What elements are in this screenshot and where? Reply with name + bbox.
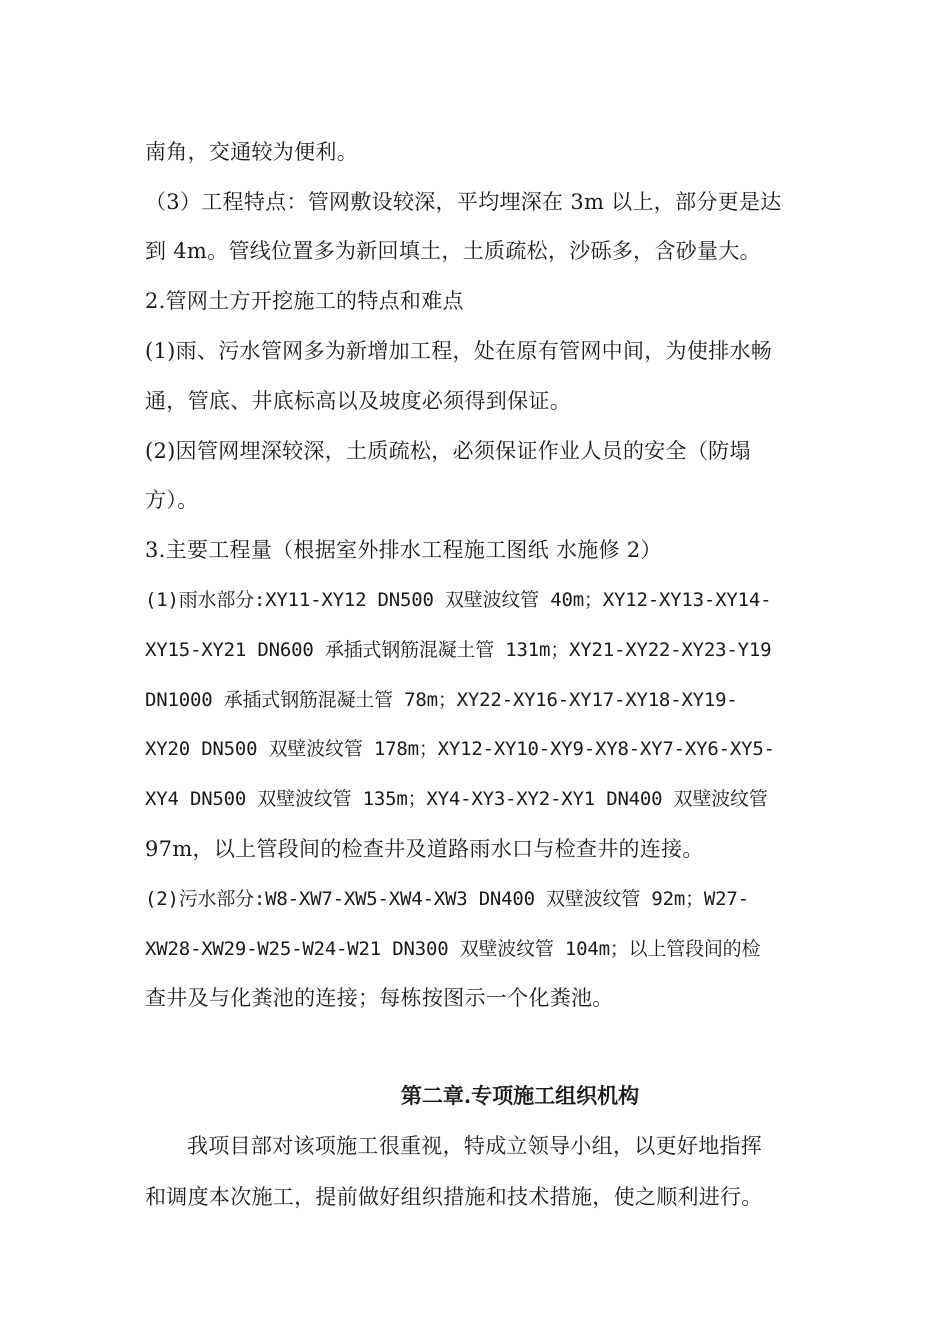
text-line: 方）。 (145, 488, 199, 512)
text-line: 我项目部对该项施工很重视，特成立领导小组，以更好地指挥 (187, 1134, 763, 1158)
chapter-heading: 第二章.专项施工组织机构 (400, 1083, 640, 1108)
text-line: (1)雨、污水管网多为新增加工程，处在原有管网中间，为使排水畅 (145, 339, 773, 363)
text-line: XY4 DN500 双壁波纹管 135m；XY4-XY3-XY2-XY1 DN400 双壁波纹管 (145, 788, 768, 810)
section-heading: 2.管网土方开挖施工的特点和难点 (145, 289, 464, 313)
text-line: 南角，交通较为便利。 (145, 140, 358, 164)
text-line: XW28-XW29-W25-W24-W21 DN300 双壁波纹管 104m；以上管段间的检 (145, 938, 761, 960)
text-line: (2)污水部分:W8-XW7-XW5-XW4-XW3 DN400 双壁波纹管 92m；W27- (145, 888, 749, 910)
text-line: 97m，以上管段间的检查井及道路雨水口与检查井的连接。 (145, 837, 704, 861)
text-line: 和调度本次施工，提前做好组织措施和技术措施，使之顺利进行。 (145, 1185, 763, 1209)
text-line: 查井及与化粪池的连接；每栋按图示一个化粪池。 (145, 986, 614, 1010)
text-line: XY15-XY21 DN600 承插式钢筋混凝土管 131m；XY21-XY22-XY23-Y19 (145, 639, 772, 661)
text-line: XY20 DN500 双壁波纹管 178m；XY12-XY10-XY9-XY8-XY7-XY6-XY5- (145, 738, 775, 760)
text-line: (1)雨水部分:XY11-XY12 DN500 双壁波纹管 40m；XY12-XY13-XY14- (145, 589, 772, 611)
text-line: (2)因管网埋深较深，土质疏松，必须保证作业人员的安全（防塌 (145, 439, 751, 463)
section-heading: 3.主要工程量（根据室外排水工程施工图纸 水施修 2） (145, 538, 662, 562)
text-line: DN1000 承插式钢筋混凝土管 78m；XY22-XY16-XY17-XY18-XY19- (145, 689, 738, 711)
text-line: 到 4m。管线位置多为新回填土，土质疏松，沙砾多，含砂量大。 (145, 239, 761, 263)
text-line: （3）工程特点：管网敷设较深，平均埋深在 3m 以上，部分更是达 (145, 190, 782, 214)
text-line: 通，管底、井底标高以及坡度必须得到保证。 (145, 389, 571, 413)
